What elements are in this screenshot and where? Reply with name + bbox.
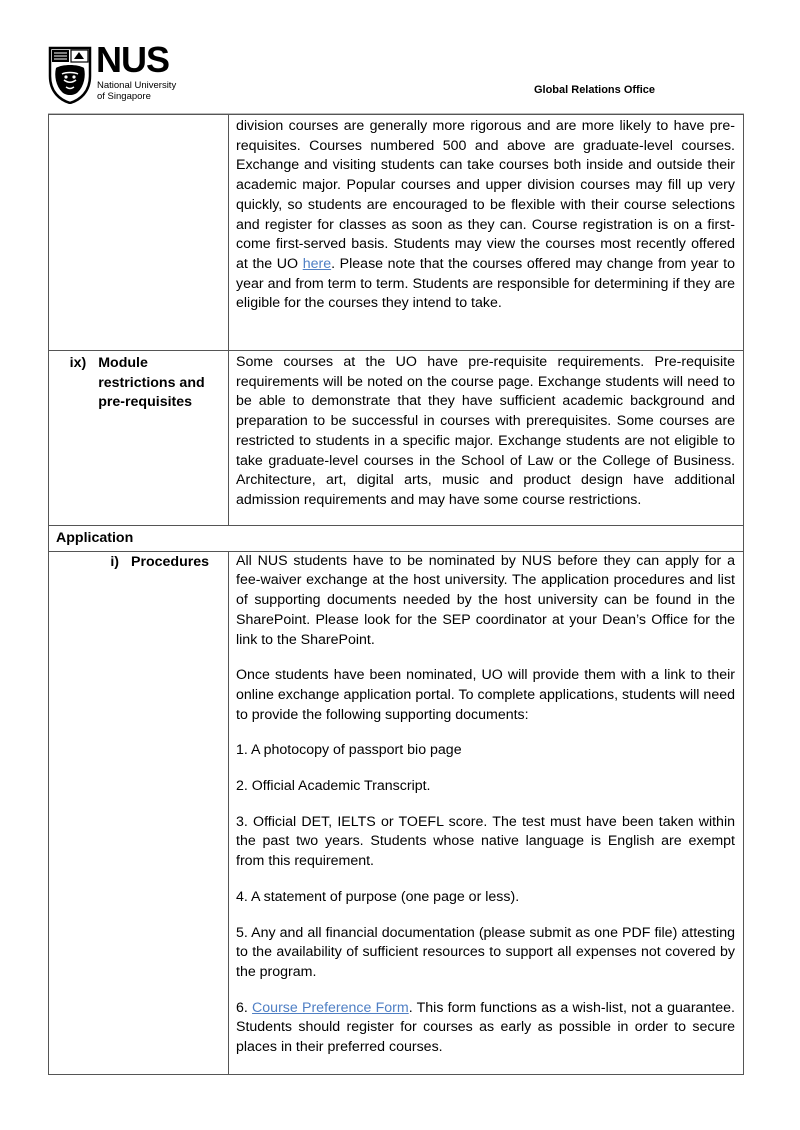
course-info-text-2: . Please note that the courses offered may change from year to year and from term to term. Students are responsible for determining if they are eligible for the courses they intend to take. bbox=[236, 255, 735, 312]
logo-subtitle bbox=[97, 80, 176, 102]
row-label: Procedures bbox=[131, 553, 210, 570]
table-row-module-restrictions bbox=[49, 351, 744, 526]
nus-crest-icon bbox=[48, 46, 92, 104]
logo-wordmark: NUS bbox=[96, 39, 170, 80]
procedures-cell bbox=[229, 551, 744, 1074]
row-number: ix) bbox=[69, 355, 87, 371]
course-info-cell bbox=[229, 115, 744, 351]
page-header bbox=[48, 39, 748, 108]
document-item-2: 2. Official Academic Transcript. bbox=[236, 778, 431, 795]
course-info-text bbox=[236, 117, 735, 314]
module-restrictions-text: Some courses at the UO have pre-requisite requirements. Pre-requisite requirements will be noted on the course page. Exchange students will need to be able to demonstrate that they have sufficient academic background and preparation to be successful in courses with prerequisites. Some courses are restricted to students in a specific major. Exchange students are not eligible to take graduate-level courses in the School of Law or the College of Business. Architecture, art, digital arts, music and product design have additional admission requirements and may have some course restrictions. bbox=[236, 354, 735, 508]
row-label-cell bbox=[49, 551, 229, 1074]
procedures-paragraph-2: Once students have been nominated, UO will provide them with a link to their online exchange application portal. To complete applications, students will need to provide the following supporting documents: bbox=[236, 667, 735, 723]
document-item-5: 5. Any and all financial documentation (please submit as one PDF file) attesting to the availability of sufficient resources to support all expenses not covered by the program. bbox=[236, 924, 735, 980]
document-item-1: 1. A photocopy of passport bio page bbox=[236, 742, 462, 759]
section-row-application bbox=[49, 526, 744, 552]
courses-offered-link[interactable]: here bbox=[302, 255, 332, 272]
course-info-text-1: division courses are generally more rigorous and are more likely to have pre-requisites. Courses numbered 500 and above are graduate-level courses. Exchange and visiting students can take courses both inside and outside their academic major. Popular courses and upper division courses may fill up very quickly, so students are encouraged to be flexible with their course selections and register for classes as soon as they can. Course registration is on a first-come first-served basis. Students may view the courses most recently offered at the UO bbox=[236, 118, 735, 272]
table-row-procedures bbox=[49, 551, 744, 1074]
row-label-cell bbox=[49, 351, 229, 526]
document-item-6-text: . This form functions as a wish-list, not a guarantee. Students should register for courses as early as possible in order to secure places in their preferred courses. bbox=[236, 999, 735, 1056]
info-table bbox=[48, 114, 744, 1075]
course-preference-form-link[interactable]: Course Preference Form bbox=[252, 999, 409, 1016]
document-item-4: 4. A statement of purpose (one page or less). bbox=[236, 888, 520, 905]
nus-logo bbox=[48, 39, 178, 106]
table-row-continued bbox=[49, 115, 744, 351]
logo-subtitle-line-2: of Singapore bbox=[97, 91, 151, 102]
document-item-6-prefix: 6. bbox=[236, 999, 253, 1016]
section-heading: Application bbox=[49, 526, 744, 552]
office-name: Global Relations Office bbox=[533, 84, 655, 96]
procedures-paragraph-1: All NUS students have to be nominated by NUS before they can apply for a fee-waiver exchange at the host university. The application procedures and list of supporting documents needed by the host university can be found in the SharePoint. Please look for the SEP coordinator at your Dean’s Office for the link to the SharePoint. bbox=[236, 552, 735, 648]
row-label: Module restrictions and pre-requisites bbox=[98, 355, 205, 411]
document-item-6 bbox=[236, 999, 735, 1058]
row-number: i) bbox=[110, 553, 119, 570]
document-item-3: 3. Official DET, IELTS or TOEFL score. The test must have been taken within the past two years. Students whose native language is English are exempt from this requirement. bbox=[236, 813, 735, 870]
logo-subtitle-line-1: National University bbox=[97, 80, 177, 91]
module-restrictions-cell bbox=[229, 351, 744, 526]
empty-label-cell bbox=[49, 115, 229, 351]
